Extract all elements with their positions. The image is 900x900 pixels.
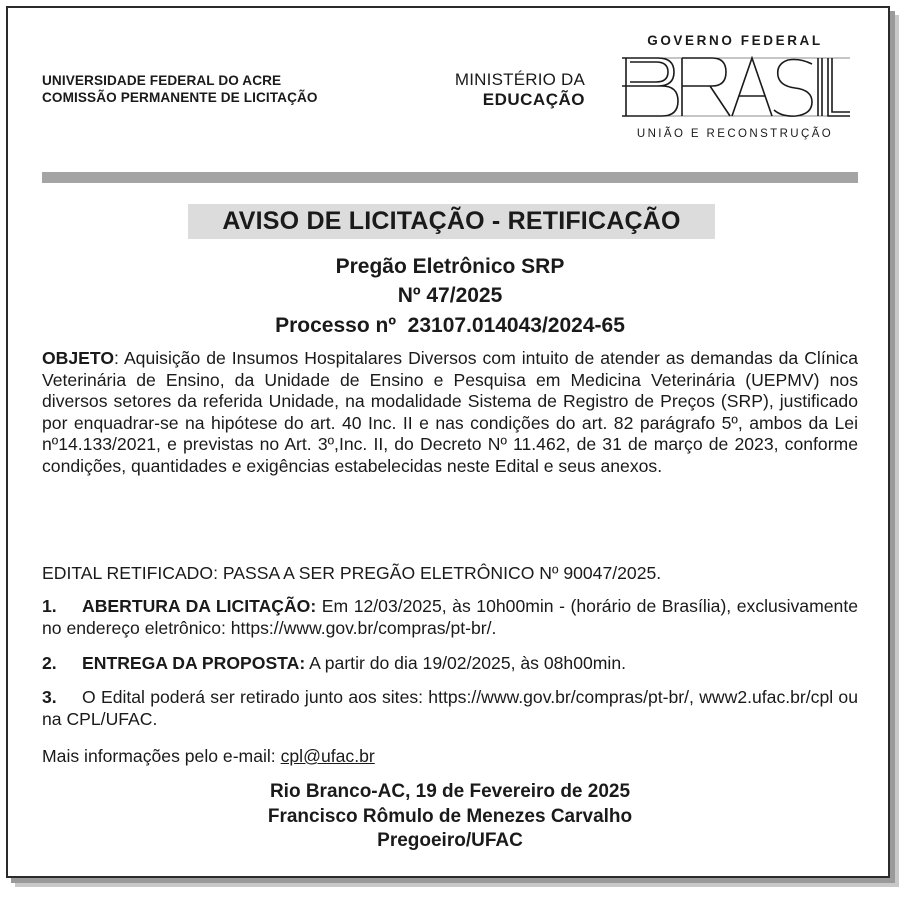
header-divider [42, 172, 858, 183]
place-date: Rio Branco-AC, 19 de Fevereiro de 2025 [269, 781, 631, 802]
list-item [42, 653, 858, 675]
email-link[interactable]: cpl@ufac.br [280, 746, 375, 766]
list-item [42, 687, 858, 730]
object-label: OBJETO [42, 348, 115, 368]
item-label: ABERTURA DA LICITAÇÃO: [82, 596, 317, 616]
process-heading: Processo nº 23107.014043/2024-65 [275, 314, 625, 337]
page-title: AVISO DE LICITAÇÃO - RETIFICAÇÃO [188, 204, 715, 239]
modality-heading: Pregão Eletrônico SRP [335, 255, 565, 278]
gov-federal-label: GOVERNO FEDERAL [647, 33, 823, 48]
edital-retificado-line: EDITAL RETIFICADO: PASSA A SER PREGÃO ELETRÔNICO Nº 90047/2025. [42, 563, 662, 583]
item-text: O Edital poderá ser retirado junto aos sites: https://www.gov.br/compras/pt-br/, www2.ufac.br/cpl ou na CPL/UFAC. [42, 687, 858, 729]
ministry-line1: MINISTÉRIO DA [454, 70, 585, 89]
organization-header [42, 72, 318, 106]
item-label: ENTREGA DA PROPOSTA: [82, 653, 306, 673]
university-name: UNIVERSIDADE FEDERAL DO ACRE [42, 73, 282, 88]
ministry-label [440, 70, 585, 110]
item-text: A partir do dia 19/02/2025, às 08h00min. [305, 653, 627, 673]
commission-name: COMISSÃO PERMANENTE DE LICITAÇÃO [42, 90, 318, 105]
item-number: 2. [42, 653, 57, 673]
signature-block [0, 780, 900, 854]
object-paragraph [42, 348, 858, 477]
item-text: Em 12/03/2025, às 10h00min - (horário de Brasília), exclusivamente no endereço eletrônico: https://www.gov.br/compras/pt-br/. [42, 596, 858, 638]
ministry-line2: EDUCAÇÃO [482, 90, 585, 109]
contact-line [42, 746, 858, 768]
list-item [42, 596, 858, 639]
brasil-logo-icon [620, 56, 852, 118]
number-heading: Nº 47/2025 [397, 284, 503, 307]
gov-slogan: UNIÃO E RECONSTRUÇÃO [636, 128, 834, 140]
contact-prefix: Mais informações pelo e-mail: [42, 746, 281, 766]
object-text: : Aquisição de Insumos Hospitalares Diversos com intuito de atender as demandas da Clínica Veterinária de Ensino, da Unidade de Ensino e Pesquisa em Medicina Veterinária (UEPMV) nos diversos setores da referida Unidade, na modalidade Sistema de Registro de Preços (SRP), justificado por enquadrar-se na hipótese do art. 40 Inc. II e nas condições do art. 82 parágrafo 5º, ambos da Lei nº14.133/2021, e previstas no Art. 3º,Inc. II, do Decreto Nº 11.462, de 31 de março de 2023, conforme condições, quantidades e exigências estabelecidas neste Edital e seus anexos. [42, 348, 858, 476]
signer-role: Pregoeiro/UFAC [377, 830, 523, 851]
item-number: 3. [42, 687, 57, 707]
item-number: 1. [42, 596, 57, 616]
signer-name: Francisco Rômulo de Menezes Carvalho [267, 805, 633, 827]
